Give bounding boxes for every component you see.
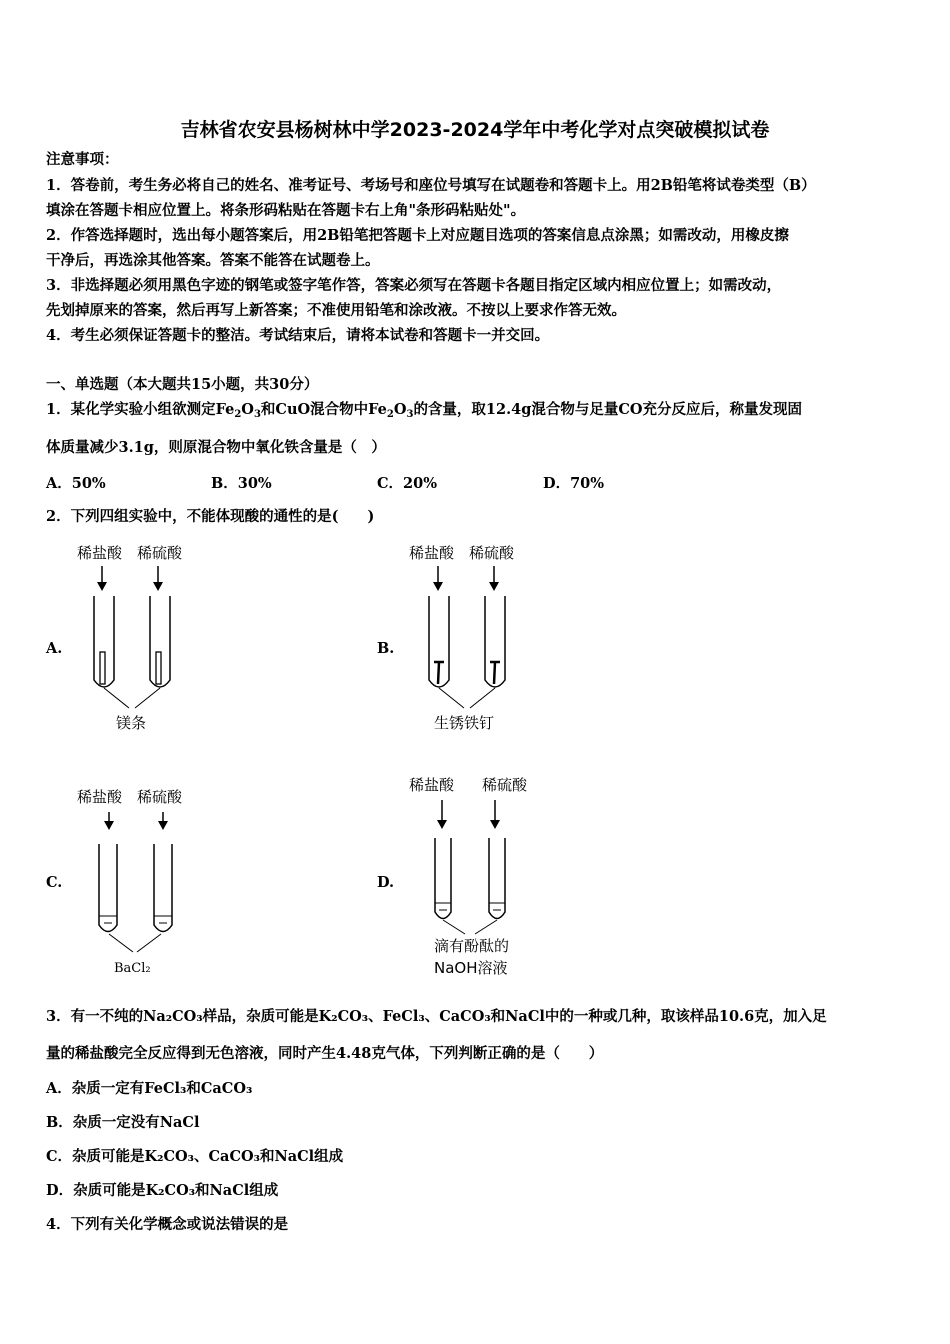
question-1-stem <box>46 400 802 425</box>
notice-line: 先划掉原来的答案，然后再写上新答案；不准使用铅笔和涂改液。不按以上要求作答无效。 <box>46 302 626 319</box>
q1-option-a[interactable]: A．50% <box>46 475 106 492</box>
q3-option-b[interactable]: B．杂质一定没有NaCl <box>46 1114 200 1131</box>
q2-option-d-letter[interactable]: D. <box>377 874 395 891</box>
q2-option-c-letter[interactable]: C. <box>46 874 63 891</box>
exam-title: 吉林省农安县杨树林中学2023-2024学年中考化学对点突破模拟试卷 <box>180 119 770 141</box>
q2-figure-b <box>406 538 546 742</box>
pointer-line <box>443 920 465 934</box>
notice-line: 4．考生必须保证答题卡的整洁。考试结束后，请将本试卷和答题卡一并交回。 <box>46 327 550 344</box>
acid-label-h2so4: 稀硫酸 <box>137 544 183 562</box>
q2-figure-a <box>74 538 204 742</box>
pointer-line <box>109 934 133 952</box>
notice-line: 填涂在答题卡相应位置上。将条形码粘贴在答题卡右上角"条形码粘贴处"。 <box>46 202 526 219</box>
q2-option-a-letter[interactable]: A. <box>46 640 63 657</box>
q3-option-c[interactable]: C．杂质可能是K₂CO₃、CaCO₃和NaCl组成 <box>46 1148 344 1165</box>
arrow-head <box>489 582 499 591</box>
question-1-stem-line2: 体质量减少3.1g，则原混合物中氧化铁含量是（ ） <box>46 439 386 456</box>
q1-text-part: O <box>241 401 254 418</box>
test-tube <box>435 838 451 919</box>
notice-line: 1．答卷前，考生务必将自己的姓名、准考证号、考场号和座位号填写在试题卷和答题卡上。用2B铅笔将试卷类型（B） <box>46 177 816 194</box>
q1-text-part: 的含量，取12.4g混合物与足量CO充分反应后，称量发现固 <box>413 401 803 418</box>
q1-option-b[interactable]: B．30% <box>211 475 272 492</box>
notice-line: 2．作答选择题时，选出每小题答案后，用2B铅笔把答题卡上对应题目选项的答案信息点涂黑；如需改动，用橡皮擦 <box>46 227 789 244</box>
test-tube <box>489 838 505 919</box>
figure-d-label-1: 滴有酚酞的 <box>434 937 510 955</box>
q1-option-d[interactable]: D．70% <box>543 475 605 492</box>
q2-option-b-letter[interactable]: B. <box>377 640 395 657</box>
question-4-stem: 4．下列有关化学概念或说法错误的是 <box>46 1216 289 1233</box>
q1-sub: 3 <box>253 409 261 420</box>
q1-option-c[interactable]: C．20% <box>377 475 437 492</box>
q1-sub: 2 <box>234 409 242 420</box>
acid-label-h2so4: 稀硫酸 <box>469 544 515 562</box>
figure-b-label: 生锈铁钉 <box>434 714 495 732</box>
acid-label-hcl: 稀盐酸 <box>409 544 455 562</box>
magnesium-strip <box>156 652 161 684</box>
q1-sub: 2 <box>386 409 394 420</box>
magnesium-strip <box>100 652 105 684</box>
figure-c-label: BaCl₂ <box>114 961 151 976</box>
q3-option-d[interactable]: D．杂质可能是K₂CO₃和NaCl组成 <box>46 1182 279 1199</box>
pointer-line <box>439 688 464 708</box>
test-tube <box>94 596 114 687</box>
rusty-nail <box>434 662 444 684</box>
figure-d-label-2: NaOH溶液 <box>434 959 508 977</box>
rusty-nail <box>490 662 500 684</box>
acid-label-hcl: 稀盐酸 <box>409 776 455 794</box>
pointer-line <box>475 920 497 934</box>
acid-label-hcl: 稀盐酸 <box>77 544 123 562</box>
acid-label-h2so4: 稀硫酸 <box>482 776 528 794</box>
q1-text-part: 1．某化学实验小组欲测定Fe <box>46 401 235 418</box>
section-heading: 一、单选题（本大题共15小题，共30分） <box>46 376 319 393</box>
question-2-stem: 2．下列四组实验中，不能体现酸的通性的是( ) <box>46 508 375 525</box>
q3-option-a[interactable]: A．杂质一定有FeCl₃和CaCO₃ <box>46 1080 253 1097</box>
question-3-stem: 3．有一不纯的Na₂CO₃样品，杂质可能是K₂CO₃、FeCl₃、CaCO₃和NaCl中的一种或几种，取该样品10.6克，加入足 <box>46 1008 827 1025</box>
test-tube <box>154 844 172 932</box>
notice-heading: 注意事项： <box>46 151 119 168</box>
arrow-head <box>158 821 168 830</box>
arrow-head <box>97 582 107 591</box>
q1-text-part: 和CuO混合物中Fe <box>260 401 387 418</box>
figure-a-label: 镁条 <box>116 714 147 732</box>
arrow-head <box>433 582 443 591</box>
test-tube <box>150 596 170 687</box>
q2-figure-d <box>406 770 546 984</box>
question-3-stem-line2: 量的稀盐酸完全反应得到无色溶液，同时产生4.48克气体，下列判断正确的是（ ） <box>46 1045 604 1062</box>
pointer-line <box>135 688 160 708</box>
arrow-head <box>153 582 163 591</box>
notice-line: 3．非选择题必须用黑色字迹的钢笔或签字笔作答，答案必须写在答题卡各题目指定区域内相应位置上；如需改动， <box>46 277 782 294</box>
acid-label-hcl: 稀盐酸 <box>77 788 123 806</box>
pointer-line <box>104 688 129 708</box>
acid-label-h2so4: 稀硫酸 <box>137 788 183 806</box>
pointer-line <box>137 934 161 952</box>
q1-sub: 3 <box>406 409 414 420</box>
q1-text-part: O <box>393 401 407 418</box>
arrow-head <box>437 820 447 829</box>
arrow-head <box>490 820 500 829</box>
test-tube <box>99 844 117 932</box>
pointer-line <box>470 688 495 708</box>
q2-figure-c <box>74 782 204 986</box>
notice-line: 干净后，再选涂其他答案。答案不能答在试题卷上。 <box>46 252 380 269</box>
arrow-head <box>104 821 114 830</box>
